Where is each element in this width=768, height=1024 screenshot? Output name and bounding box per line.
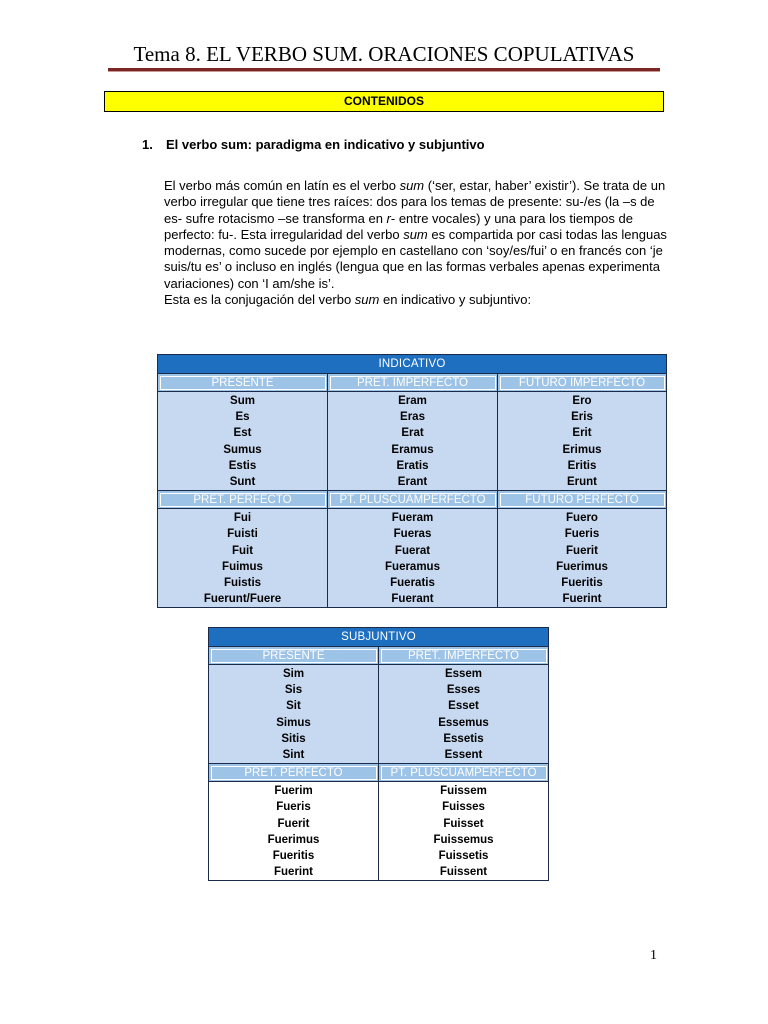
- subjuntivo-table: [208, 627, 549, 881]
- verb-form: Fueritis: [272, 849, 315, 862]
- verb-form: Eramus: [391, 443, 434, 456]
- italic-term: sum: [403, 226, 428, 242]
- forms-cell: [209, 665, 379, 764]
- column-header: FUTURO IMPERFECTO: [498, 374, 667, 392]
- text-run: (‘ser, estar, haber’ existir’). Se trata de un verbo irregular que tiene tres raíces: dos para los temas de presente: su-/es (la –s de es- sufre rotacismo –se transforma en: [164, 178, 666, 226]
- verb-form: Esset: [448, 700, 479, 713]
- verb-form: Erimus: [562, 443, 602, 456]
- forms-cell: [209, 782, 379, 881]
- column-header: PRESENTE: [158, 374, 328, 392]
- verb-form: Sit: [286, 700, 301, 713]
- italic-term: sum: [399, 178, 425, 193]
- verb-form: Fuissent: [439, 866, 488, 879]
- verb-form: Sum: [230, 395, 255, 407]
- verb-form: Estis: [228, 459, 257, 472]
- column-header: PRESENTE: [209, 647, 379, 665]
- text-run: es compartida por casi todas las lenguas modernas, como sucede por ejemplo en castellano con ‘soy/es/fui’ o en francés con ‘je suis/tu es’ o incluso en inglés (lengua que en las formas verbales apenas experimenta variaciones) con ‘I am/she is’.: [164, 226, 667, 291]
- verb-form: Fueritis: [561, 576, 603, 589]
- verb-form: Fui: [233, 512, 252, 525]
- verb-form: Fuistis: [223, 576, 262, 589]
- section-number: 1.: [142, 137, 153, 152]
- verb-form: Fuit: [231, 544, 254, 557]
- verb-form: Erit: [572, 427, 592, 440]
- text-run: - entre vocales) y una para los tiempos de perfecto: fu-. Esta irregularidad del verbo: [164, 210, 633, 242]
- verb-form: Fuissem: [440, 785, 487, 798]
- verb-form: Eram: [398, 395, 427, 407]
- verb-form: Fuerimus: [267, 833, 320, 846]
- forms-cell: [498, 509, 667, 608]
- verb-form: Fueram: [391, 512, 434, 525]
- column-header: FUTURO PERFECTO: [498, 491, 667, 509]
- forms-cell: [328, 509, 498, 608]
- forms-cell: [158, 509, 328, 608]
- subjuntivo-title: SUBJUNTIVO: [209, 628, 549, 647]
- page-title: Tema 8. EL VERBO SUM. ORACIONES COPULATIVAS: [133, 42, 635, 66]
- section-title: El verbo sum: paradigma en indicativo y subjuntivo: [166, 137, 485, 152]
- verb-form: Fuerint: [274, 866, 313, 879]
- verb-form: Sim: [282, 668, 305, 680]
- column-header: PRET. IMPERFECTO: [328, 374, 498, 392]
- verb-form: Fueris: [564, 528, 600, 541]
- column-header: PRET. IMPERFECTO: [379, 647, 549, 665]
- verb-form: Fuimus: [222, 560, 263, 573]
- verb-form: Sunt: [229, 475, 256, 488]
- verb-form: Essem: [444, 668, 483, 680]
- column-header: PT. PLUSCUAMPERFECTO: [328, 491, 498, 509]
- indicativo-title: INDICATIVO: [158, 355, 667, 374]
- verb-form: Fueratis: [390, 576, 435, 589]
- paragraph-2: [164, 292, 674, 308]
- verb-form: Erat: [401, 427, 424, 440]
- verb-form: Erant: [397, 475, 428, 488]
- verb-form: Esses: [446, 684, 481, 697]
- verb-form: Ero: [572, 395, 592, 407]
- column-header: PRET. PERFECTO: [209, 764, 379, 782]
- forms-cell: [379, 782, 549, 881]
- verb-form: Sint: [282, 748, 305, 761]
- verb-form: Fuerit: [277, 817, 310, 830]
- verb-form: Sitis: [281, 732, 306, 745]
- verb-form: Fueras: [393, 528, 432, 541]
- indicativo-table: [157, 354, 667, 608]
- verb-form: Fueramus: [385, 560, 440, 573]
- section-heading: [142, 137, 485, 152]
- verb-form: Fuerit: [566, 544, 598, 557]
- text-run: El verbo más común en latín es el verbo: [164, 178, 400, 193]
- italic-term: r: [386, 210, 391, 226]
- verb-form: Fueris: [276, 801, 311, 814]
- forms-cell: [379, 665, 549, 764]
- page-number: 1: [650, 948, 657, 963]
- verb-form: Fuerint: [562, 593, 602, 606]
- forms-cell: [158, 392, 328, 491]
- italic-term: sum: [354, 292, 380, 308]
- verb-form: Essemus: [438, 716, 489, 729]
- text-run: Esta es la conjugación del verbo: [164, 292, 355, 308]
- text-run: en indicativo y subjuntivo:: [379, 292, 532, 308]
- verb-form: Fuerim: [274, 785, 313, 798]
- forms-cell: [328, 392, 498, 491]
- verb-form: Sumus: [223, 443, 262, 456]
- verb-form: Sis: [284, 684, 303, 697]
- title-underline: [108, 68, 660, 72]
- verb-form: Fuissemus: [433, 833, 494, 846]
- verb-form: Erunt: [566, 475, 598, 488]
- verb-form: Eratis: [396, 459, 429, 472]
- column-header: PT. PLUSCUAMPERFECTO: [379, 764, 549, 782]
- column-header: PRET. PERFECTO: [158, 491, 328, 509]
- verb-form: Fuisses: [442, 801, 485, 814]
- verb-form: Est: [233, 427, 252, 440]
- verb-form: Fuerimus: [556, 560, 608, 573]
- verb-form: Fuisset: [443, 817, 484, 830]
- verb-form: Eris: [571, 411, 593, 424]
- verb-form: Fuero: [566, 512, 598, 525]
- forms-cell: [498, 392, 667, 491]
- verb-form: Essetis: [443, 732, 484, 745]
- verb-form: Fuissetis: [438, 849, 489, 862]
- verb-form: Fuerant: [391, 593, 434, 606]
- verb-form: Es: [235, 411, 250, 424]
- verb-form: Simus: [276, 716, 311, 729]
- verb-form: Eritis: [567, 459, 597, 472]
- verb-form: Fuerat: [394, 544, 431, 557]
- intro-paragraph: [164, 178, 674, 308]
- verb-form: Eras: [400, 411, 425, 424]
- verb-form: Essent: [444, 748, 483, 761]
- contents-banner: CONTENIDOS: [104, 91, 664, 112]
- paragraph-1: [164, 178, 674, 292]
- verb-form: Fuerunt/Fuere: [203, 593, 282, 606]
- verb-form: Fuisti: [227, 528, 258, 541]
